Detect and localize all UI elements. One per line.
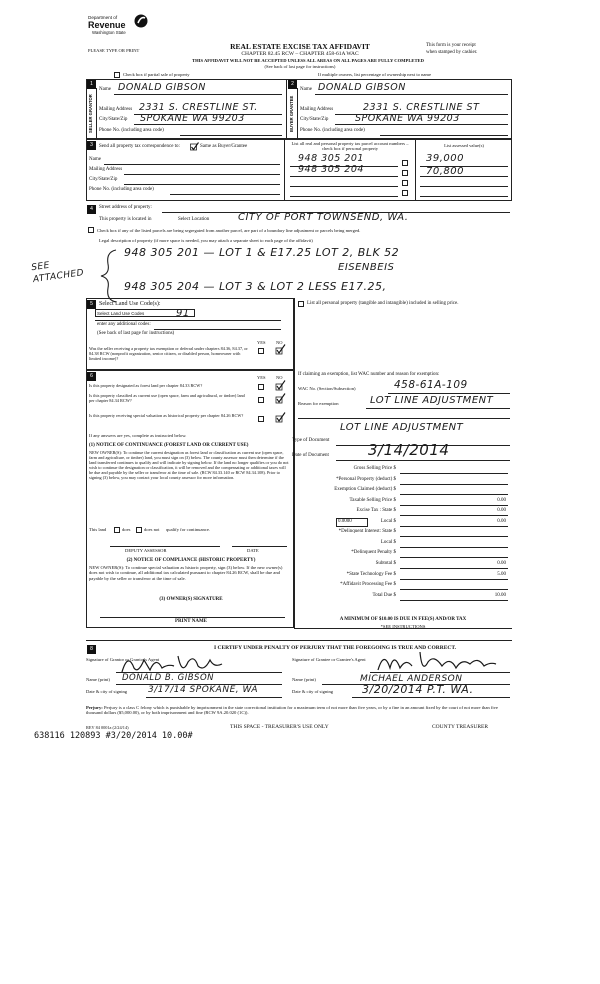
certify-statement: I CERTIFY UNDER PENALTY OF PERJURY THAT THE FOREGOING IS TRUE AND CORRECT. <box>213 645 456 651</box>
legal-line-2[interactable]: EISENBEIS <box>338 262 395 273</box>
tax-row-line <box>400 494 508 495</box>
tax-row-value[interactable]: 0.00 <box>497 498 506 503</box>
exemption-intro: If claiming an exemption, list WAC number and reason for exemption: <box>298 372 440 377</box>
form-warning: THIS AFFIDAVIT WILL NOT BE ACCEPTED UNLESS ALL AREAS ON ALL PAGES ARE FULLY COMPLETED <box>192 58 424 63</box>
tax-row-label: Exemption Claimed (deduct) $ <box>334 487 396 492</box>
perjury-text: Perjury is a class C felony which is punishable by imprisonment in the state correctional institution for a maximum term of not more than five years, or by a fine in an amount fixed by the court of not more than five thousand dollars ($5,000.00), or by both imprisonment and fine (RCW 9A.20.020 (1C)). <box>86 705 498 716</box>
select-location-dropdown[interactable]: Select Location <box>178 217 210 222</box>
grantee-name[interactable]: MICHAEL ANDERSON <box>360 674 463 684</box>
land-use-select[interactable]: Select Land Use Codes <box>95 309 195 317</box>
current-use-question: Is this property classified as current use (open space, farm and agricultural, or timber) land per chapter 84.34 RCW? <box>89 393 245 403</box>
seller-city[interactable]: SPOKANE WA 99203 <box>140 113 245 124</box>
dor-emblem-icon <box>134 14 148 28</box>
tax-row-line <box>400 600 508 601</box>
assessed-header: List assessed value(s) <box>444 143 484 148</box>
s6-yes-header: YES <box>257 375 266 380</box>
section-2-number: 2 <box>288 80 297 89</box>
buyer-city-label: City/State/Zip <box>300 117 329 122</box>
tax-row-label: Subtotal $ <box>375 561 396 566</box>
exemption-no-checkbox[interactable] <box>275 344 286 355</box>
section-6-number: 6 <box>87 372 96 381</box>
this-land-label: This land <box>89 527 107 532</box>
tax-row-label: Total Due $ <box>372 593 396 598</box>
document-date[interactable]: 3/14/2014 <box>368 441 450 459</box>
grantor-sig-label: Signature of Grantor or Grantor's Agent <box>86 657 160 662</box>
assessed-value-1[interactable]: 39,000 <box>426 153 464 164</box>
tax-row-line <box>400 526 508 527</box>
grantee-date-city[interactable]: 3/20/2014 P.T. WA. <box>362 683 474 696</box>
tax-row-line <box>400 547 508 548</box>
parcel-1-personal-checkbox[interactable] <box>402 160 408 166</box>
assessed-value-2[interactable]: 70,800 <box>426 166 464 177</box>
tax-row-label: *Affidavit Processing Fee $ <box>340 582 396 587</box>
see-back-note: (See back of last page for instructions) <box>264 64 336 69</box>
buyer-phone-label: Phone No. (including area code) <box>300 128 365 133</box>
tax-row-line <box>400 505 508 506</box>
compliance-title: (2) NOTICE OF COMPLIANCE (HISTORIC PROPERTY) <box>126 558 256 563</box>
segregated-checkbox[interactable] <box>88 227 94 233</box>
seller-name-label: Name <box>99 87 111 92</box>
tax-row-line <box>400 568 508 569</box>
tax-row-line <box>400 484 508 485</box>
seller-mailing[interactable]: 2331 S. CRESTLINE ST. <box>139 102 258 113</box>
historic-yes-checkbox[interactable] <box>258 416 264 422</box>
tax-row-line <box>400 536 508 537</box>
perjury-label: Perjury: <box>86 705 103 710</box>
tax-row-label: *Delinquent Interest: State $ <box>338 529 396 534</box>
local-rate: 0.0000 <box>338 519 352 524</box>
legal-line-1[interactable]: 948 305 201 — LOT 1 & E17.25 LOT 2, BLK 52 <box>124 246 400 259</box>
historic-no-checkbox[interactable] <box>275 412 286 423</box>
same-as-buyer-label: Same as Buyer/Grantee <box>200 144 248 149</box>
grantee-sig-label: Signature of Grantee or Grantee's Agent <box>292 657 366 662</box>
street-label: Street address of property: <box>99 205 152 210</box>
buyer-name-label: Name <box>300 87 312 92</box>
deputy-date-label: DATE <box>247 548 259 553</box>
land-use-yes-header: YES <box>257 340 266 345</box>
parcel-number-2[interactable]: 948 305 204 <box>298 164 364 175</box>
personal-property-checkbox[interactable] <box>298 301 304 307</box>
legal-line-3[interactable]: 948 305 204 — LOT 3 & LOT 2 LESS E17.25, <box>124 280 387 293</box>
logo-dept-line3: Washington State <box>92 30 126 35</box>
current-use-no-checkbox[interactable] <box>275 393 286 404</box>
parcel-3-personal-checkbox[interactable] <box>402 180 408 186</box>
document-type[interactable]: LOT LINE ADJUSTMENT <box>340 422 464 433</box>
partial-sale-label: Check box if partial sale of property <box>123 72 190 77</box>
buyer-mailing-label: Mailing Address <box>300 107 334 112</box>
exemption-question: Was the seller receiving a property tax exemption or deferral under chapters 84.36, 84.37, or 84.38 RCW (nonprofit organization, senior citizen, or disabled person, homeowner with limited income)? <box>89 346 248 361</box>
logo-dept-line2: Revenue <box>88 20 126 30</box>
tax-row-line <box>400 579 508 580</box>
grantor-date-label: Date & city of signing <box>86 689 128 694</box>
tax-row-label: Local $ <box>380 540 396 545</box>
located-label: This property is located in <box>99 217 152 222</box>
tax-row-value[interactable]: 0.00 <box>497 508 506 513</box>
personal-property-label: List all personal property (tangible and intangible) included in selling price. <box>307 301 459 306</box>
parcel-number-1[interactable]: 948 305 201 <box>298 153 364 164</box>
see-attached-note: SEE ATTACHED <box>30 260 85 286</box>
section-6-box <box>86 370 294 628</box>
current-use-yes-checkbox[interactable] <box>258 397 264 403</box>
grantee-date-label: Date & city of signing <box>292 689 334 694</box>
section-5-number: 5 <box>87 300 96 309</box>
historic-question: Is this property receiving special valuation as historical property per chapter 84.26 RCW? <box>89 413 244 418</box>
section-4-number: 4 <box>87 205 96 214</box>
tax-row-line <box>400 515 508 516</box>
land-does-not-checkbox[interactable] <box>136 527 142 533</box>
parcel-header: List all real and personal property tax parcel account numbers – check box if personal property <box>291 141 409 152</box>
tax-row-value[interactable]: 0.00 <box>497 561 506 566</box>
buyer-city[interactable]: SPOKANE WA 99203 <box>355 113 460 124</box>
seller-side-label: SELLER GRANTOR <box>88 94 93 134</box>
corr-mailing-label: Mailing Address <box>89 167 123 172</box>
revision-label: REV 84 0001a (2/24/14) <box>86 725 129 730</box>
tax-row-line <box>400 557 508 558</box>
forest-no-checkbox[interactable] <box>275 380 286 391</box>
correspondence-label: Send all property tax correspondence to: <box>99 144 180 149</box>
grantor-name[interactable]: DONALD B. GIBSON <box>122 673 214 683</box>
tax-row-label: Taxable Selling Price $ <box>349 498 396 503</box>
land-does-not-label: does not <box>144 527 160 532</box>
corr-city-label: City/State/Zip <box>89 177 118 182</box>
tax-row-label: *State Technology Fee $ <box>346 572 396 577</box>
section-3-number: 3 <box>87 141 96 150</box>
corr-name-label: Name <box>89 157 101 162</box>
tax-row-label: *Delinquent Penalty $ <box>351 550 396 555</box>
property-location[interactable]: CITY OF PORT TOWNSEND, WA. <box>238 212 409 223</box>
segregated-label: Check box if any of the listed parcels are being segregated from another parcel, are part of a boundary line adjustment or parcels being merged. <box>97 228 361 233</box>
tax-row-label: Excise Tax : State $ <box>356 508 396 513</box>
partial-sale-checkbox[interactable] <box>114 72 120 78</box>
form-subtitle: CHAPTER 82.45 RCW – CHAPTER 458-61A WAC <box>241 51 359 57</box>
forest-yes-checkbox[interactable] <box>258 384 264 390</box>
tax-row-label: Local $ <box>380 519 396 524</box>
wac-label: WAC No. (Section/Subsection) <box>298 386 356 391</box>
tax-row-label: *Personal Property (deduct) $ <box>336 477 396 482</box>
logo-dept-line1: Department of <box>88 15 118 20</box>
owner-signature-label: (3) OWNER(S) SIGNATURE <box>159 597 223 602</box>
tax-row-label: Gross Selling Price $ <box>353 466 396 471</box>
tax-row-value[interactable]: 10.00 <box>494 593 506 598</box>
land-does-label: does <box>122 527 131 532</box>
print-name-label: PRINT NAME <box>175 619 207 624</box>
grantor-name-label: Name (print) <box>86 677 110 682</box>
please-type-note: PLEASE TYPE OR PRINT <box>88 48 140 53</box>
seller-name[interactable]: DONALD GIBSON <box>118 82 206 93</box>
land-does-checkbox[interactable] <box>114 527 120 533</box>
form-title: REAL ESTATE EXCISE TAX AFFIDAVIT <box>230 42 370 51</box>
seller-mailing-label: Mailing Address <box>99 107 133 112</box>
buyer-mailing[interactable]: 2331 S. CRESTLINE ST <box>363 102 480 113</box>
buyer-name[interactable]: DONALD GIBSON <box>318 82 406 93</box>
same-as-buyer-checkbox[interactable] <box>190 142 199 151</box>
tax-row-value[interactable]: 5.00 <box>497 572 506 577</box>
compliance-body: NEW OWNER(S): To continue special valuation as historic property, sign (3) below. If the new owner(s) does not wish to continue, all additional tax calculated pursuant to chapter 84.26 RCW, shall be due and payable by the seller or transferor at the time of sale. <box>89 565 283 581</box>
section-8-number: 8 <box>87 645 96 654</box>
minimum-due-note: A MINIMUM OF $10.00 IS DUE IN FEE(S) AND/OR TAX <box>339 617 467 622</box>
grantor-date-city[interactable]: 3/17/14 SPOKANE, WA <box>148 685 259 695</box>
qualify-label: qualify for continuance. <box>166 527 211 532</box>
doc-date-label: Date of Document <box>292 453 329 458</box>
multiple-owners-note: If multiple owners, list percentage of ownership next to name <box>318 72 432 77</box>
grantee-name-label: Name (print) <box>292 677 316 682</box>
seller-phone-label: Phone No. (including area code) <box>99 128 164 133</box>
continuance-title: (1) NOTICE OF CONTINUANCE (FOREST LAND OR CURRENT USE) <box>89 443 249 448</box>
receipt-note-1: This form is your receipt <box>426 43 476 48</box>
section-1-number: 1 <box>87 80 96 89</box>
s6-no-header: NO <box>276 375 283 380</box>
land-use-no-header: NO <box>276 340 283 345</box>
corr-phone-label: Phone No. (including area code) <box>89 187 154 192</box>
dor-logo <box>88 14 158 44</box>
deputy-assessor-label: DEPUTY ASSESSOR <box>125 548 167 553</box>
land-use-label: Select Land Use Code(s): <box>99 301 161 307</box>
reason-label: Reason for exemption <box>298 401 339 406</box>
legal-brace-icon <box>98 248 120 304</box>
treasurer-use-label: THIS SPACE - TREASURER'S USE ONLY <box>230 724 329 730</box>
doc-type-label: Type of Document <box>292 438 330 443</box>
see-instructions-note: *SEE INSTRUCTIONS <box>380 624 426 629</box>
additional-codes-label: enter any additional codes: <box>97 322 151 327</box>
wac-number[interactable]: 458-61A-109 <box>394 379 468 391</box>
exemption-reason[interactable]: LOT LINE ADJUSTMENT <box>370 395 494 406</box>
receipt-note-2: when stamped by cashier. <box>426 50 478 55</box>
land-use-code[interactable]: 91 <box>176 308 190 319</box>
county-treasurer-label: COUNTY TREASURER <box>432 724 489 730</box>
tax-row-line <box>400 589 508 590</box>
perjury-statement <box>86 705 512 716</box>
buyer-side-label: BUYER GRANTEE <box>289 95 294 133</box>
tax-row-line <box>400 473 508 474</box>
exemption-yes-checkbox[interactable] <box>258 348 264 354</box>
seller-city-label: City/State/Zip <box>99 117 128 122</box>
tax-row-value[interactable]: 0.00 <box>497 519 506 524</box>
treasurer-stamp: 638116 120893 #3/20/2014 10.00# <box>34 731 193 741</box>
if-yes-note: If any answers are yes, complete as instructed below. <box>89 433 187 438</box>
parcel-2-personal-checkbox[interactable] <box>402 170 408 176</box>
parcel-4-personal-checkbox[interactable] <box>402 190 408 196</box>
land-use-see-back: (See back of last page for instructions) <box>97 331 175 336</box>
forest-land-question: Is this property designated as forest land per chapter 84.33 RCW? <box>89 383 203 388</box>
grantee-signature[interactable] <box>372 648 502 676</box>
continuance-body: NEW OWNER(S): To continue the current designation as forest land or classification as current use (open space, farm and agriculture, or timber) land, you must sign on (3) below. The county assessor must then determine if the land transferred continues to qualify and will indicate by signing below. If the land no longer qualifies or you do not wish to continue the designation or classification, it will be removed and the compensating or additional taxes will be due and payable by the seller or transferor at the time of sale. (RCW 84.33.140 or RCW 84.34.108). Prior to signing (3) below, you may contact your local county assessor for more information. <box>89 450 289 480</box>
legal-description-label: Legal description of property (if more space is needed, you may attach a separate sheet to each page of the affidavit) <box>99 238 313 243</box>
